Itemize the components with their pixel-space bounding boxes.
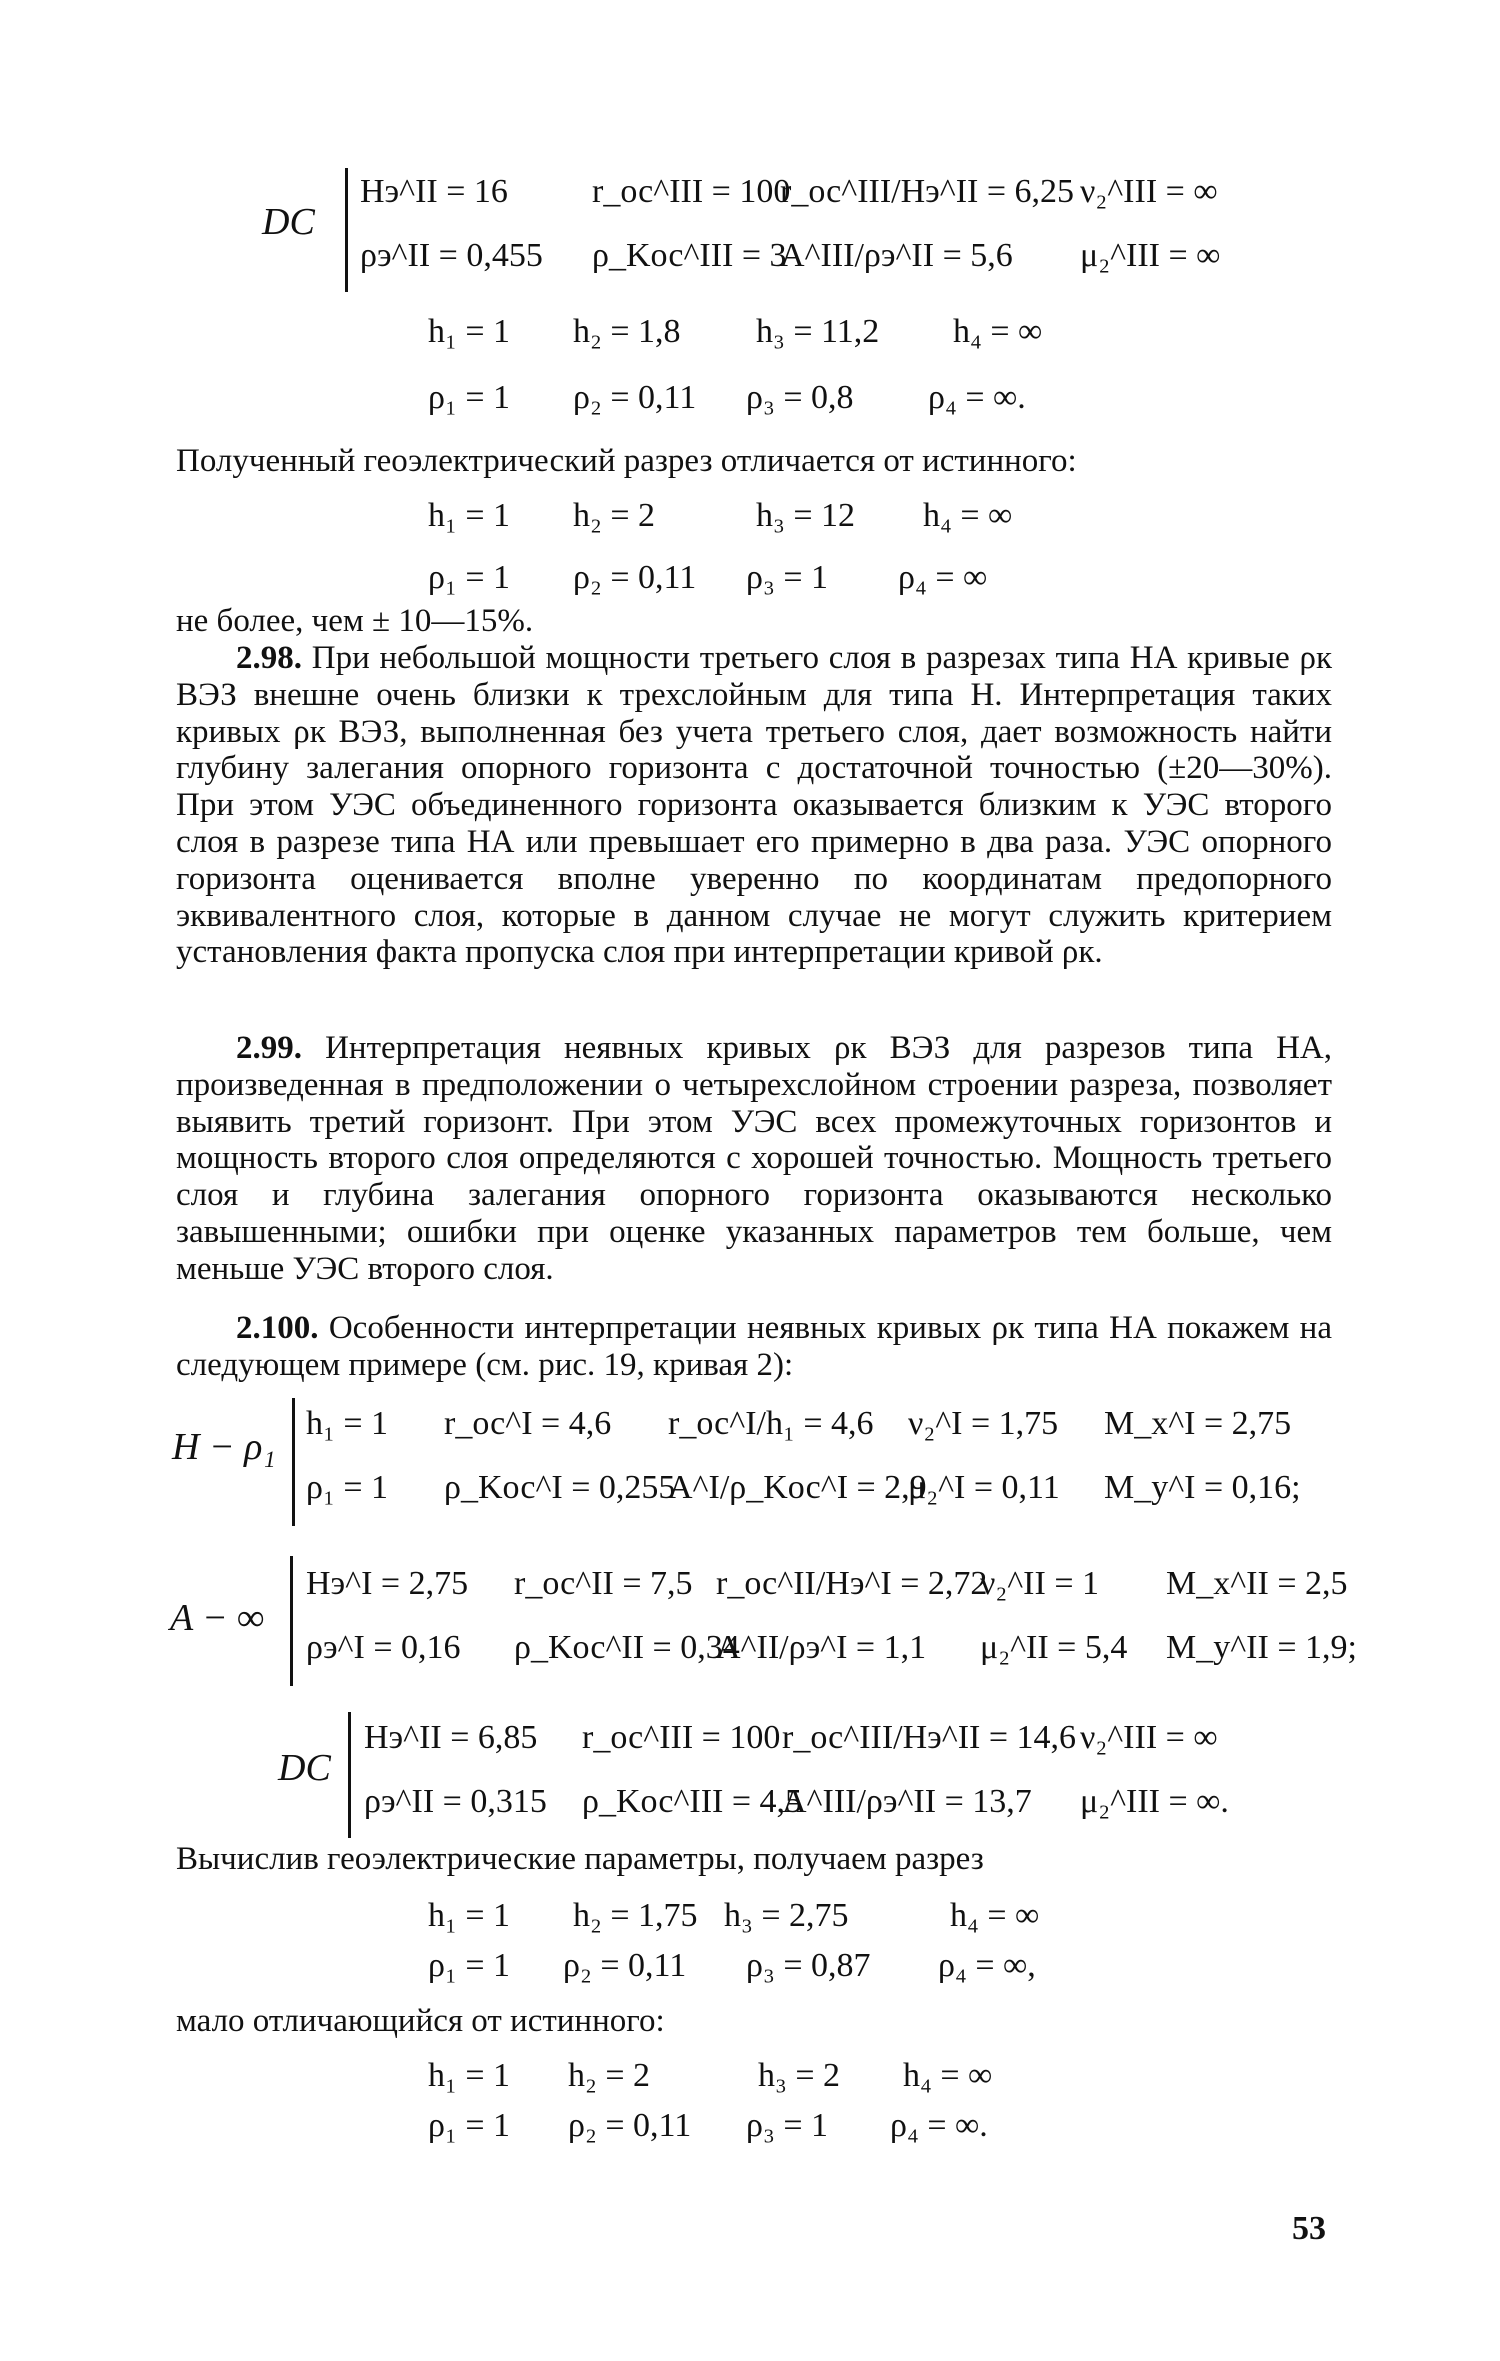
parameter: Hэ^II = 6,85 <box>364 1719 538 1756</box>
parameter-row <box>306 1404 1336 1444</box>
block-brace <box>290 1556 293 1686</box>
section-value: h₄ = ∞ <box>953 313 1043 350</box>
parameter: r_ос^III = 100 <box>592 173 791 210</box>
page-number: 53 <box>1292 2210 1326 2247</box>
parameter: M_y^I = 0,16; <box>1104 1469 1301 1506</box>
paragraph-number: 2.98. <box>236 640 302 676</box>
section-resistivity-row <box>428 558 1128 598</box>
block-label: DC <box>278 1747 331 1789</box>
section-value: ρ₄ = ∞, <box>938 1947 1036 1984</box>
section-resistivity-row <box>428 2106 1128 2146</box>
section-resistivity-row <box>428 378 1128 418</box>
section-value: ρ₂ = 0,11 <box>568 2107 692 2144</box>
section-value: ρ₂ = 0,11 <box>573 379 697 416</box>
paragraph-2-98 <box>176 640 1332 971</box>
parameter: A^II/ρэ^I = 1,1 <box>716 1629 927 1666</box>
paragraph-body: Особенности интерпретации неявных кривых ρк типа НА покажем на следующем примере (см. рис. 19, кривая 2): <box>176 1310 1332 1383</box>
section-value: ρ₁ = 1 <box>428 559 510 596</box>
paragraph-number: 2.99. <box>236 1030 302 1066</box>
parameter: μ₂^II = 5,4 <box>980 1629 1128 1666</box>
parameter: h₁ = 1 <box>306 1405 389 1442</box>
block-label: A − ∞ <box>170 1597 265 1639</box>
section-thickness-row <box>428 312 1128 352</box>
section-value: ρ₁ = 1 <box>428 1947 510 1984</box>
text-line: мало отличающийся от истинного: <box>176 2003 665 2039</box>
parameter: ν₂^II = 1 <box>980 1565 1099 1602</box>
section-value: h₂ = 1,8 <box>573 313 681 350</box>
paragraph-2-100 <box>176 1310 1332 1384</box>
section-value: h₄ = ∞ <box>950 1897 1040 1934</box>
text-line: Полученный геоэлектрический разрез отличается от истинного: <box>176 443 1077 479</box>
parameter: μ₂^I = 0,11 <box>908 1469 1060 1506</box>
section-value: ρ₁ = 1 <box>428 2107 510 2144</box>
parameter: ν₂^III = ∞ <box>1080 173 1218 210</box>
parameter: M_y^II = 1,9; <box>1166 1629 1357 1666</box>
paragraph-number: 2.100. <box>236 1310 319 1346</box>
text-line: не более, чем ± 10—15%. <box>176 603 534 639</box>
section-value: h₁ = 1 <box>428 1897 511 1934</box>
parameter: r_ос^I = 4,6 <box>444 1405 612 1442</box>
parameter: A^I/ρ_Kос^I = 2,9 <box>668 1469 927 1506</box>
paragraph-body: При небольшой мощности третьего слоя в разрезах типа НА кривые ρк ВЭЗ внешне очень близки к трехслойным для типа Н. Интерпретация таких кривых ρк ВЭЗ, выполненная без учета третьего слоя, дает возможность найти глубину залегания опорного горизонта с достаточной точностью (±20—30%). При этом УЭС объединенного горизонта оказывается близким к УЭС второго слоя в разрезе типа НА или превышает его примерно в два раза. УЭС опорного горизонта оценивается вполне уверенно по координатам предопорного эквивалентного слоя, которые в данном случае не могут служить критерием установления факта пропуска слоя при интерпретации кривой ρк. <box>176 640 1333 971</box>
block-label: H − ρ₁ <box>172 1426 276 1468</box>
section-value: h₄ = ∞ <box>923 497 1013 534</box>
section-value: ρ₂ = 0,11 <box>563 1947 687 1984</box>
paragraph-body: Интерпретация неявных кривых ρк ВЭЗ для разрезов типа НА, произведенная в предположении о четырехслойном строении разреза, позволяет выявить третий горизонт. При этом УЭС всех промежуточных горизонтов и мощность второго слоя определяются с хорошей точностью. Мощность третьего слоя и глубина залегания опорного горизонта оказываются несколько завышенными; ошибки при оценке указанных параметров тем больше, чем меньше УЭС второго слоя. <box>176 1030 1332 1287</box>
block-label: DC <box>262 201 315 243</box>
section-value: ρ₃ = 0,8 <box>746 379 854 416</box>
section-resistivity-row <box>428 1946 1128 1986</box>
parameter: A^III/ρэ^II = 5,6 <box>780 237 1013 274</box>
section-value: ρ₃ = 1 <box>746 559 828 596</box>
parameter: r_ос^III/Hэ^II = 14,6 <box>782 1719 1077 1756</box>
parameter: M_x^II = 2,5 <box>1166 1565 1348 1602</box>
section-value: ρ₃ = 1 <box>746 2107 828 2144</box>
parameter: ν₂^III = ∞ <box>1080 1719 1218 1756</box>
section-value: h₁ = 1 <box>428 497 511 534</box>
parameter: μ₂^III = ∞ <box>1080 237 1221 274</box>
section-value: h₁ = 1 <box>428 313 511 350</box>
parameter: ρэ^II = 0,315 <box>364 1783 547 1820</box>
parameter: r_ос^III = 100 <box>582 1719 781 1756</box>
section-value: h₃ = 11,2 <box>756 313 880 350</box>
parameter-row <box>364 1718 1284 1758</box>
parameter: ρэ^I = 0,16 <box>306 1629 461 1666</box>
parameter-row <box>306 1628 1357 1668</box>
section-value: ρ₂ = 0,11 <box>573 559 697 596</box>
parameter: ρэ^II = 0,455 <box>360 237 543 274</box>
block-brace <box>292 1398 295 1526</box>
parameter: r_ос^II/Hэ^I = 2,72 <box>716 1565 988 1602</box>
parameter: Hэ^I = 2,75 <box>306 1565 469 1602</box>
section-value: ρ₄ = ∞. <box>890 2107 988 2144</box>
section-value: h₁ = 1 <box>428 2057 511 2094</box>
parameter: Hэ^II = 16 <box>360 173 508 210</box>
section-value: ρ₁ = 1 <box>428 379 510 416</box>
parameter: A^III/ρэ^II = 13,7 <box>782 1783 1032 1820</box>
parameter: M_x^I = 2,75 <box>1104 1405 1292 1442</box>
section-value: h₂ = 2 <box>573 497 656 534</box>
parameter: ρ₁ = 1 <box>306 1469 388 1506</box>
section-value: h₃ = 2,75 <box>724 1897 849 1934</box>
parameter: r_ос^II = 7,5 <box>514 1565 693 1602</box>
parameter: μ₂^III = ∞. <box>1080 1783 1229 1820</box>
section-value: h₄ = ∞ <box>903 2057 993 2094</box>
parameter: ρ_Kос^I = 0,255 <box>444 1469 676 1506</box>
parameter: ρ_Kос^III = 3 <box>592 237 787 274</box>
block-brace <box>345 168 348 292</box>
block-brace <box>348 1712 351 1838</box>
section-value: h₃ = 2 <box>758 2057 841 2094</box>
parameter-row <box>364 1782 1284 1822</box>
section-value: h₃ = 12 <box>756 497 856 534</box>
parameter-row <box>306 1564 1348 1604</box>
parameter: r_ос^I/h₁ = 4,6 <box>668 1405 874 1442</box>
section-thickness-row <box>428 1896 1128 1936</box>
section-value: h₂ = 1,75 <box>573 1897 698 1934</box>
paragraph-2-99 <box>176 1030 1332 1288</box>
parameter: ρ_Kос^III = 4,5 <box>582 1783 803 1820</box>
section-value: ρ₃ = 0,87 <box>746 1947 871 1984</box>
parameter: ν₂^I = 1,75 <box>908 1405 1059 1442</box>
parameter: ρ_Kос^II = 0,34 <box>514 1629 740 1666</box>
parameter-row <box>360 236 1260 276</box>
section-value: h₂ = 2 <box>568 2057 651 2094</box>
parameter-row <box>306 1468 1336 1508</box>
section-thickness-row <box>428 496 1128 536</box>
parameter-row <box>360 172 1260 212</box>
section-value: ρ₄ = ∞ <box>898 559 988 596</box>
parameter: r_ос^III/Hэ^II = 6,25 <box>780 173 1075 210</box>
text-line: Вычислив геоэлектрические параметры, получаем разрез <box>176 1841 984 1877</box>
section-thickness-row <box>428 2056 1128 2096</box>
section-value: ρ₄ = ∞. <box>928 379 1026 416</box>
